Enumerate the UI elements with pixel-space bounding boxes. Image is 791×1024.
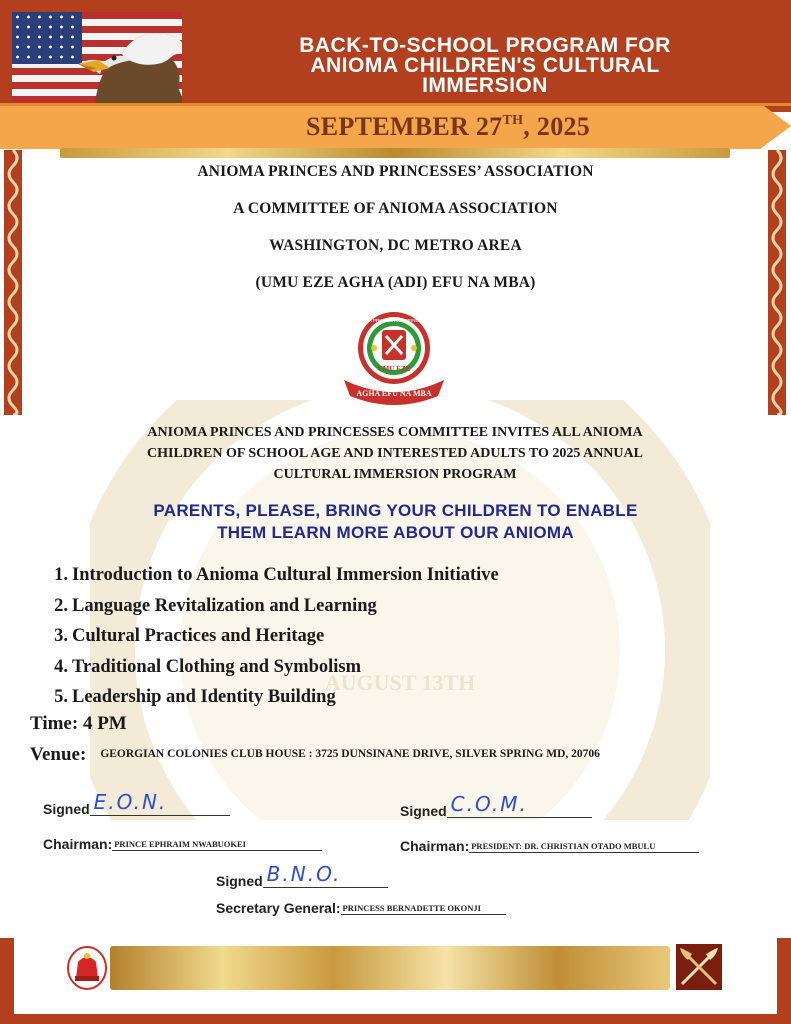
role-label: Chairman: (43, 836, 113, 852)
date-year: , 2025 (523, 112, 591, 141)
appeal-line: PARENTS, PLEASE, BRING YOUR CHILDREN TO ENABLE (153, 501, 638, 520)
list-number: 1. (54, 565, 68, 585)
title-line: IMMERSION (422, 74, 548, 97)
signature-right (400, 792, 592, 821)
venue-label: Venue: (30, 744, 87, 765)
signature-left (43, 790, 230, 819)
signature-line (263, 862, 388, 888)
signature-line (447, 792, 592, 818)
signer-right-role (400, 838, 699, 856)
program-topics-list (44, 560, 499, 713)
invitation-text (70, 422, 720, 485)
event-date (306, 112, 590, 142)
association-logo-icon (338, 308, 450, 412)
list-item (44, 591, 499, 622)
crossed-feathers-icon (676, 944, 722, 990)
role-label: Secretary General: (216, 900, 341, 916)
list-item (44, 621, 499, 652)
date-suffix: TH (502, 113, 524, 128)
event-venue (30, 744, 600, 766)
signed-label: Signed (43, 801, 90, 817)
signature-initials: E.O.N. (93, 790, 168, 814)
list-text: Leadership and Identity Building (72, 687, 336, 707)
appeal-line: THEM LEARN MORE ABOUT OUR ANIOMA (217, 523, 574, 542)
list-number: 3. (54, 626, 68, 646)
signer-name: PRESIDENT: DR. CHRISTIAN OTADO MBULU (469, 841, 699, 853)
signature-line (90, 790, 230, 816)
list-number: 5. (54, 687, 68, 707)
signer-name: PRINCE EPHRAIM NWABUOKEI (112, 839, 322, 851)
signature-center (216, 862, 388, 891)
time-label: Time: (30, 713, 79, 734)
signer-name: PRINCESS BERNADETTE OKONJI (341, 903, 506, 915)
logo-center-text: UMU EZE (377, 365, 411, 373)
logo-ribbon-text: AGHA EFU NA MBA (356, 389, 432, 398)
invitation-line: CULTURAL IMMERSION PROGRAM (273, 467, 517, 482)
list-text: Language Revitalization and Learning (72, 595, 377, 616)
list-text: Introduction to Anioma Cultural Immersion Initiative (72, 565, 499, 585)
program-title (200, 36, 770, 96)
signer-center-role (216, 900, 506, 918)
signed-label: Signed (216, 873, 263, 889)
org-motto: (UMU EZE AGHA (ADI) EFU NA MBA) (255, 274, 536, 291)
eagle-icon (74, 24, 182, 108)
time-value: 4 PM (82, 713, 127, 734)
invitation-line: CHILDREN OF SCHOOL AGE AND INTERESTED ADULTS TO 2025 ANNUAL (147, 446, 643, 461)
list-text: Traditional Clothing and Symbolism (72, 656, 362, 677)
event-time (30, 713, 127, 735)
logo-ring-text: ANIOMA PRINCES AND PRINCESSES (354, 318, 434, 323)
date-day: SEPTEMBER 27 (306, 112, 503, 141)
title-line: BACK-TO-SCHOOL PROGRAM FOR (299, 34, 671, 57)
flag-eagle-image (12, 12, 182, 108)
traditional-cap-icon (66, 944, 108, 990)
list-number: 2. (54, 595, 68, 616)
signed-label: Signed (400, 803, 447, 819)
role-label: Chairman: (400, 838, 470, 854)
list-number: 4. (54, 656, 68, 677)
signature-initials: B.N.O. (266, 862, 342, 886)
list-item (44, 560, 499, 591)
header-banner (0, 0, 791, 112)
gold-divider (60, 148, 730, 158)
title-line: ANIOMA CHILDREN'S CULTURAL (310, 54, 660, 77)
list-item (44, 682, 499, 713)
signer-left-role (43, 836, 322, 854)
flag-canton (12, 12, 82, 64)
invitation-line: ANIOMA PRINCES AND PRINCESSES COMMITTEE INVITES ALL ANIOMA (147, 425, 643, 440)
footer-gold-ornament (110, 946, 670, 990)
org-name: ANIOMA PRINCES AND PRINCESSES’ ASSOCIATION (197, 163, 594, 180)
org-committee: A COMMITTEE OF ANIOMA ASSOCIATION (233, 200, 558, 217)
list-item (44, 652, 499, 683)
signature-initials: C.O.M. (450, 792, 528, 816)
list-text: Cultural Practices and Heritage (72, 626, 325, 646)
org-location: WASHINGTON, DC METRO AREA (269, 237, 522, 254)
parents-appeal (40, 500, 751, 544)
watermark-text: AUGUST 13TH (324, 670, 476, 695)
venue-value: GEORGIAN COLONIES CLUB HOUSE : 3725 DUNSINANE DRIVE, SILVER SPRING MD, 20706 (100, 748, 600, 760)
